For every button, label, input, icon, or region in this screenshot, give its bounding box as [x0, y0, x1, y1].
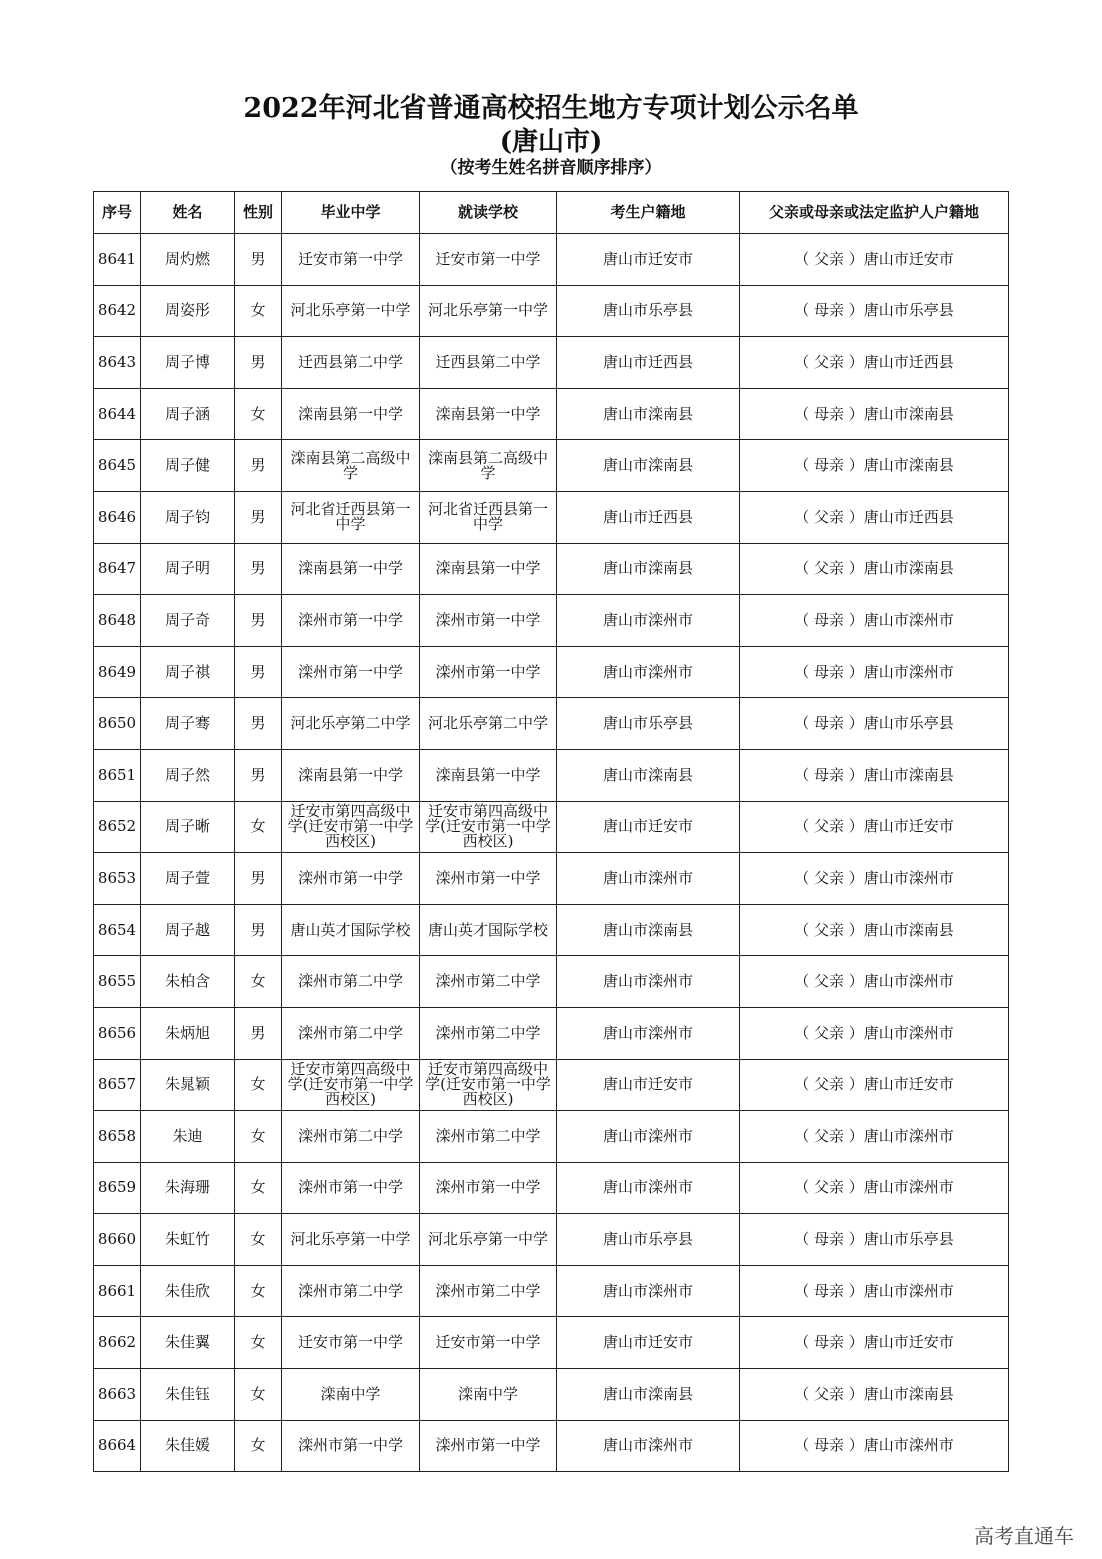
- cell-gender: 女: [235, 956, 282, 1008]
- cell-guardian-household: （ 父亲 ）唐山市滦州市: [740, 1111, 1009, 1163]
- cell-gender: 女: [235, 1369, 282, 1421]
- cell-gender: 男: [235, 749, 282, 801]
- cell-student-household: 唐山市滦州市: [557, 956, 740, 1008]
- cell-student-household: 唐山市滦南县: [557, 388, 740, 440]
- cell-graduated-school: 滦南县第一中学: [282, 543, 420, 595]
- table-row: [94, 1059, 1009, 1111]
- cell-graduated-school: 迁安市第一中学: [282, 1317, 420, 1369]
- cell-name: 朱海珊: [141, 1162, 235, 1214]
- cell-name: 周子明: [141, 543, 235, 595]
- cell-name: 朱迪: [141, 1111, 235, 1163]
- table-row: [94, 646, 1009, 698]
- cell-student-household: 唐山市迁安市: [557, 1317, 740, 1369]
- cell-student-household: 唐山市迁西县: [557, 491, 740, 543]
- cell-gender: 女: [235, 1059, 282, 1111]
- cell-gender: 男: [235, 440, 282, 492]
- document-sort-note: （按考生姓名拼音顺序排序）: [440, 158, 662, 178]
- cell-name: 周子然: [141, 749, 235, 801]
- cell-current-school: 滦州市第一中学: [420, 646, 557, 698]
- table-row: [94, 956, 1009, 1008]
- table-row: [94, 234, 1009, 286]
- cell-name: 朱虹竹: [141, 1214, 235, 1266]
- cell-current-school: 滦南县第二高级中学: [420, 440, 557, 492]
- cell-guardian-household: （ 母亲 ）唐山市滦州市: [740, 1420, 1009, 1472]
- cell-graduated-school: 滦州市第二中学: [282, 956, 420, 1008]
- header-student-household: 考生户籍地: [557, 192, 740, 234]
- cell-graduated-school: 滦南县第二高级中学: [282, 440, 420, 492]
- cell-student-household: 唐山市迁安市: [557, 801, 740, 853]
- cell-graduated-school: 迁安市第四高级中学(迁安市第一中学西校区): [282, 801, 420, 853]
- cell-guardian-household: （ 父亲 ）唐山市迁安市: [740, 234, 1009, 286]
- cell-name: 周子博: [141, 337, 235, 389]
- cell-serial: 8657: [94, 1059, 141, 1111]
- table-body: [94, 234, 1009, 1472]
- header-graduated-school: 毕业中学: [282, 192, 420, 234]
- cell-guardian-household: （ 父亲 ）唐山市迁安市: [740, 801, 1009, 853]
- cell-current-school: 滦南县第一中学: [420, 543, 557, 595]
- cell-student-household: 唐山市乐亭县: [557, 698, 740, 750]
- cell-guardian-household: （ 父亲 ）唐山市滦州市: [740, 1007, 1009, 1059]
- cell-graduated-school: 河北省迁西县第一中学: [282, 491, 420, 543]
- cell-current-school: 滦州市第二中学: [420, 1111, 557, 1163]
- cell-gender: 男: [235, 491, 282, 543]
- cell-graduated-school: 迁西县第二中学: [282, 337, 420, 389]
- cell-name: 周子骞: [141, 698, 235, 750]
- cell-serial: 8648: [94, 595, 141, 647]
- table-row: [94, 595, 1009, 647]
- cell-current-school: 迁安市第四高级中学(迁安市第一中学西校区): [420, 801, 557, 853]
- cell-gender: 女: [235, 1162, 282, 1214]
- cell-serial: 8659: [94, 1162, 141, 1214]
- cell-guardian-household: （ 父亲 ）唐山市滦南县: [740, 543, 1009, 595]
- cell-gender: 男: [235, 646, 282, 698]
- cell-guardian-household: （ 父亲 ）唐山市迁安市: [740, 1059, 1009, 1111]
- cell-serial: 8658: [94, 1111, 141, 1163]
- cell-student-household: 唐山市滦州市: [557, 1265, 740, 1317]
- cell-gender: 女: [235, 801, 282, 853]
- cell-serial: 8651: [94, 749, 141, 801]
- cell-name: 朱炳旭: [141, 1007, 235, 1059]
- cell-guardian-household: （ 母亲 ）唐山市乐亭县: [740, 285, 1009, 337]
- cell-student-household: 唐山市滦南县: [557, 440, 740, 492]
- cell-serial: 8652: [94, 801, 141, 853]
- table-row: [94, 285, 1009, 337]
- cell-name: 周子涵: [141, 388, 235, 440]
- cell-gender: 男: [235, 853, 282, 905]
- cell-guardian-household: （ 母亲 ）唐山市迁安市: [740, 1317, 1009, 1369]
- cell-name: 周子健: [141, 440, 235, 492]
- document-subtitle-city: (唐山市): [499, 127, 603, 157]
- cell-student-household: 唐山市滦州市: [557, 646, 740, 698]
- cell-student-household: 唐山市迁安市: [557, 1059, 740, 1111]
- cell-guardian-household: （ 父亲 ）唐山市迁西县: [740, 337, 1009, 389]
- cell-name: 周子钧: [141, 491, 235, 543]
- cell-current-school: 河北乐亭第一中学: [420, 285, 557, 337]
- table-row: [94, 1214, 1009, 1266]
- cell-current-school: 滦州市第二中学: [420, 1007, 557, 1059]
- table-row: [94, 1111, 1009, 1163]
- cell-serial: 8649: [94, 646, 141, 698]
- cell-student-household: 唐山市滦州市: [557, 853, 740, 905]
- cell-gender: 男: [235, 595, 282, 647]
- cell-current-school: 滦州市第一中学: [420, 1420, 557, 1472]
- cell-graduated-school: 滦南中学: [282, 1369, 420, 1421]
- cell-current-school: 河北省迁西县第一中学: [420, 491, 557, 543]
- cell-gender: 男: [235, 337, 282, 389]
- cell-serial: 8641: [94, 234, 141, 286]
- cell-guardian-household: （ 父亲 ）唐山市滦州市: [740, 956, 1009, 1008]
- cell-graduated-school: 迁安市第四高级中学(迁安市第一中学西校区): [282, 1059, 420, 1111]
- table-row: [94, 491, 1009, 543]
- cell-serial: 8656: [94, 1007, 141, 1059]
- cell-graduated-school: 滦州市第二中学: [282, 1111, 420, 1163]
- cell-guardian-household: （ 父亲 ）唐山市滦州市: [740, 853, 1009, 905]
- cell-guardian-household: （ 父亲 ）唐山市迁西县: [740, 491, 1009, 543]
- cell-student-household: 唐山市滦南县: [557, 749, 740, 801]
- roster-table: [93, 191, 1009, 1472]
- document-title: 2022年河北省普通高校招生地方专项计划公示名单: [243, 93, 859, 124]
- header-current-school: 就读学校: [420, 192, 557, 234]
- header-guardian-household: 父亲或母亲或法定监护人户籍地: [740, 192, 1009, 234]
- cell-graduated-school: 唐山英才国际学校: [282, 904, 420, 956]
- cell-name: 朱晁颖: [141, 1059, 235, 1111]
- cell-graduated-school: 滦州市第一中学: [282, 595, 420, 647]
- cell-serial: 8653: [94, 853, 141, 905]
- cell-guardian-household: （ 母亲 ）唐山市滦南县: [740, 388, 1009, 440]
- cell-student-household: 唐山市滦州市: [557, 1007, 740, 1059]
- table-row: [94, 1420, 1009, 1472]
- cell-gender: 女: [235, 1420, 282, 1472]
- cell-serial: 8664: [94, 1420, 141, 1472]
- cell-gender: 男: [235, 543, 282, 595]
- cell-graduated-school: 迁安市第一中学: [282, 234, 420, 286]
- table-row: [94, 337, 1009, 389]
- cell-current-school: 迁安市第四高级中学(迁安市第一中学西校区): [420, 1059, 557, 1111]
- cell-student-household: 唐山市滦南县: [557, 543, 740, 595]
- cell-name: 周子祺: [141, 646, 235, 698]
- cell-serial: 8662: [94, 1317, 141, 1369]
- cell-graduated-school: 河北乐亭第一中学: [282, 285, 420, 337]
- cell-student-household: 唐山市滦州市: [557, 595, 740, 647]
- cell-student-household: 唐山市迁安市: [557, 234, 740, 286]
- table-row: [94, 904, 1009, 956]
- cell-guardian-household: （ 母亲 ）唐山市乐亭县: [740, 698, 1009, 750]
- cell-guardian-household: （ 父亲 ）唐山市滦南县: [740, 1369, 1009, 1421]
- cell-name: 周子越: [141, 904, 235, 956]
- table-row: [94, 801, 1009, 853]
- cell-student-household: 唐山市滦州市: [557, 1420, 740, 1472]
- table-row: [94, 749, 1009, 801]
- cell-graduated-school: 滦州市第一中学: [282, 646, 420, 698]
- cell-name: 朱佳翼: [141, 1317, 235, 1369]
- cell-student-household: 唐山市滦南县: [557, 1369, 740, 1421]
- table-row: [94, 1162, 1009, 1214]
- cell-graduated-school: 滦州市第一中学: [282, 1162, 420, 1214]
- table-row: [94, 698, 1009, 750]
- cell-graduated-school: 滦州市第一中学: [282, 1420, 420, 1472]
- cell-gender: 女: [235, 1317, 282, 1369]
- table-row: [94, 388, 1009, 440]
- cell-name: 朱佳欣: [141, 1265, 235, 1317]
- table-row: [94, 440, 1009, 492]
- cell-graduated-school: 滦州市第二中学: [282, 1265, 420, 1317]
- table-row: [94, 1265, 1009, 1317]
- cell-current-school: 迁西县第二中学: [420, 337, 557, 389]
- cell-current-school: 迁安市第一中学: [420, 1317, 557, 1369]
- cell-gender: 女: [235, 285, 282, 337]
- header-serial: 序号: [94, 192, 141, 234]
- cell-name: 朱佳钰: [141, 1369, 235, 1421]
- watermark: 高考直通车: [974, 1524, 1074, 1548]
- cell-guardian-household: （ 母亲 ）唐山市滦南县: [740, 440, 1009, 492]
- cell-name: 周姿彤: [141, 285, 235, 337]
- cell-graduated-school: 滦南县第一中学: [282, 388, 420, 440]
- cell-student-household: 唐山市乐亭县: [557, 285, 740, 337]
- cell-gender: 男: [235, 904, 282, 956]
- cell-serial: 8643: [94, 337, 141, 389]
- cell-student-household: 唐山市乐亭县: [557, 1214, 740, 1266]
- cell-serial: 8646: [94, 491, 141, 543]
- cell-guardian-household: （ 母亲 ）唐山市滦州市: [740, 646, 1009, 698]
- cell-name: 周子晰: [141, 801, 235, 853]
- cell-name: 朱佳媛: [141, 1420, 235, 1472]
- cell-guardian-household: （ 父亲 ）唐山市滦州市: [740, 1162, 1009, 1214]
- table-row: [94, 1317, 1009, 1369]
- cell-gender: 男: [235, 234, 282, 286]
- cell-serial: 8647: [94, 543, 141, 595]
- cell-student-household: 唐山市迁西县: [557, 337, 740, 389]
- cell-guardian-household: （ 母亲 ）唐山市滦州市: [740, 595, 1009, 647]
- cell-current-school: 滦南县第一中学: [420, 749, 557, 801]
- cell-gender: 男: [235, 698, 282, 750]
- cell-graduated-school: 滦州市第二中学: [282, 1007, 420, 1059]
- cell-student-household: 唐山市滦南县: [557, 904, 740, 956]
- cell-name: 周灼燃: [141, 234, 235, 286]
- table-row: [94, 1369, 1009, 1421]
- cell-serial: 8645: [94, 440, 141, 492]
- cell-current-school: 滦州市第一中学: [420, 853, 557, 905]
- cell-graduated-school: 河北乐亭第一中学: [282, 1214, 420, 1266]
- cell-serial: 8660: [94, 1214, 141, 1266]
- cell-serial: 8661: [94, 1265, 141, 1317]
- cell-name: 周子萱: [141, 853, 235, 905]
- cell-graduated-school: 河北乐亭第二中学: [282, 698, 420, 750]
- cell-current-school: 滦州市第二中学: [420, 956, 557, 1008]
- cell-gender: 女: [235, 1265, 282, 1317]
- cell-current-school: 河北乐亭第二中学: [420, 698, 557, 750]
- table-header-row: [94, 192, 1009, 234]
- cell-student-household: 唐山市滦州市: [557, 1111, 740, 1163]
- header-name: 姓名: [141, 192, 235, 234]
- cell-guardian-household: （ 母亲 ）唐山市滦南县: [740, 749, 1009, 801]
- cell-current-school: 滦州市第二中学: [420, 1265, 557, 1317]
- cell-student-household: 唐山市滦州市: [557, 1162, 740, 1214]
- cell-serial: 8650: [94, 698, 141, 750]
- cell-serial: 8644: [94, 388, 141, 440]
- cell-serial: 8642: [94, 285, 141, 337]
- cell-current-school: 迁安市第一中学: [420, 234, 557, 286]
- cell-gender: 女: [235, 1111, 282, 1163]
- cell-current-school: 滦南中学: [420, 1369, 557, 1421]
- cell-serial: 8663: [94, 1369, 141, 1421]
- cell-graduated-school: 滦南县第一中学: [282, 749, 420, 801]
- cell-guardian-household: （ 父亲 ）唐山市滦南县: [740, 904, 1009, 956]
- cell-serial: 8655: [94, 956, 141, 1008]
- cell-graduated-school: 滦州市第一中学: [282, 853, 420, 905]
- cell-serial: 8654: [94, 904, 141, 956]
- table-row: [94, 543, 1009, 595]
- table-row: [94, 853, 1009, 905]
- table-row: [94, 1007, 1009, 1059]
- cell-current-school: 滦南县第一中学: [420, 388, 557, 440]
- cell-gender: 女: [235, 1214, 282, 1266]
- header-gender: 性别: [235, 192, 282, 234]
- cell-current-school: 滦州市第一中学: [420, 1162, 557, 1214]
- cell-current-school: 滦州市第一中学: [420, 595, 557, 647]
- cell-name: 周子奇: [141, 595, 235, 647]
- cell-guardian-household: （ 母亲 ）唐山市滦州市: [740, 1265, 1009, 1317]
- cell-current-school: 唐山英才国际学校: [420, 904, 557, 956]
- cell-gender: 男: [235, 1007, 282, 1059]
- cell-current-school: 河北乐亭第一中学: [420, 1214, 557, 1266]
- cell-gender: 女: [235, 388, 282, 440]
- cell-name: 朱柏含: [141, 956, 235, 1008]
- cell-guardian-household: （ 母亲 ）唐山市乐亭县: [740, 1214, 1009, 1266]
